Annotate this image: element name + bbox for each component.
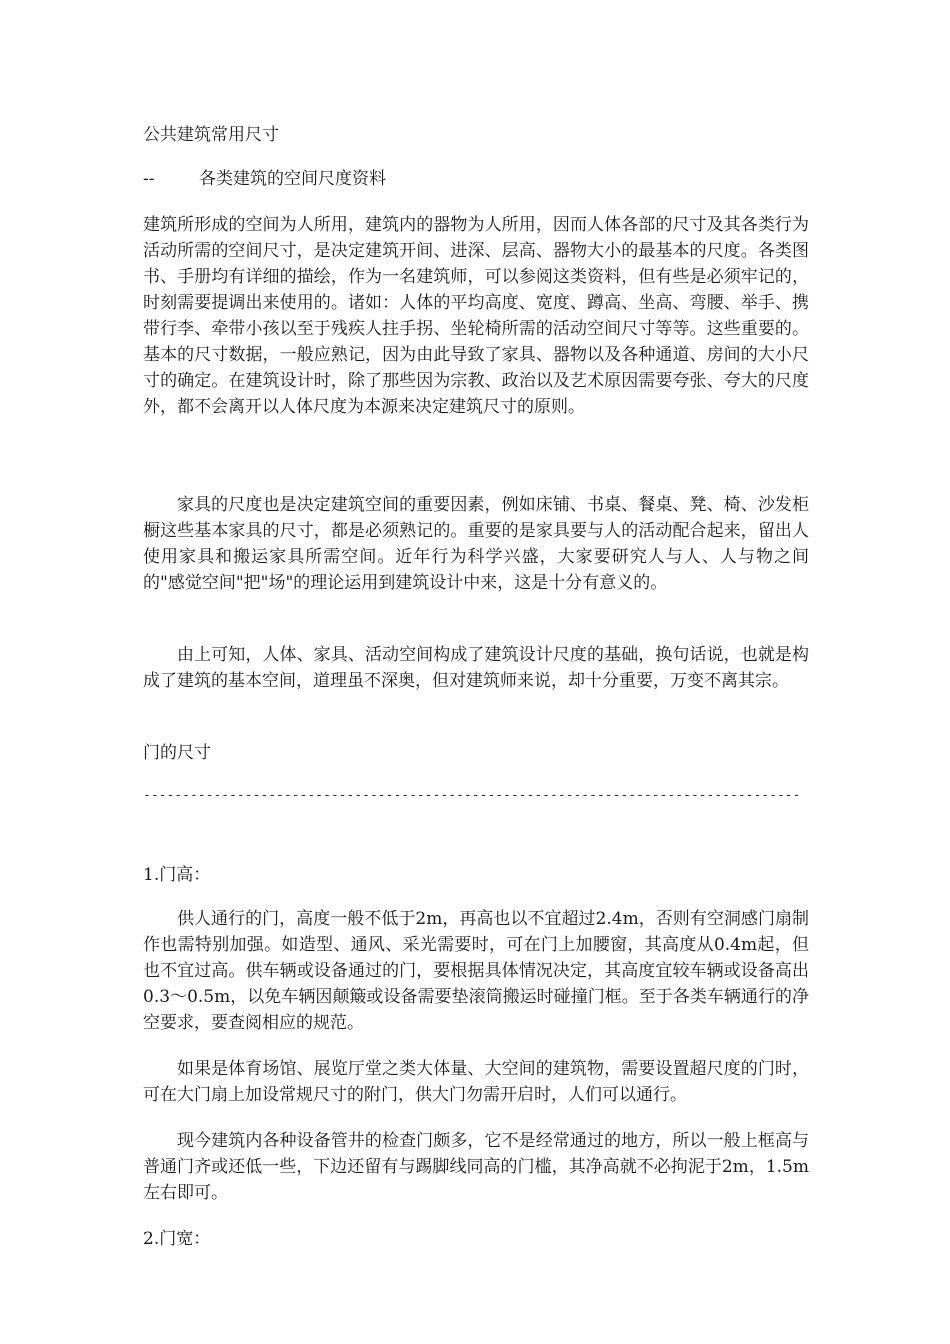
furniture-paragraph: 家具的尺度也是决定建筑空间的重要因素，例如床铺、书桌、餐桌、凳、椅、沙发柜橱这些基本家具的尺寸，都是必须熟记的。重要的是家具要与人的活动配合起来，留出人使用家具和搬运家具所需空间。近年行为科学兴盛，大家要研究人与人、人与物之间的"感觉空间"把"场"的理论运用到建筑设计中来，这是十分有意义的。 xyxy=(143,495,809,593)
document-page xyxy=(143,122,809,1252)
intro-paragraph: 建筑所形成的空间为人所用，建筑内的器物为人所用，因而人体各部的尺寸及其各类行为活动所需的空间尺寸，是决定建筑开间、进深、层高、器物大小的最基本的尺度。各类图书、手册均有详细的描绘，作为一名建筑师，可以参阅这类资料，但有些是必须牢记的，时刻需要提调出来使用的。诸如：人体的平均高度、宽度、蹲高、坐高、弯腰、举手、携带行李、牵带小孩以至于残疾人拄手拐、坐轮椅所需的活动空间尺寸等等。这些重要的。基本的尺寸数据，一般应熟记，因为由此导致了家具、器物以及各种通道、房间的大小尺寸的确定。在建筑设计时，除了那些因为宗教、政治以及艺术原因需要夸张、夸大的尺度外，都不会离开以人体尺度为本源来决定建筑尺寸的原则。 xyxy=(143,215,809,417)
door-height-paragraph-1: 供人通行的门，高度一般不低于2m，再高也以不宜超过2.4m，否则有空洞感门扇制作也需特别加强。如造型、通风、采光需要时，可在门上加腰窗，其高度从0.4m起，但也不宜过高。供车辆或设备通过的门，要根据具体情况决定，其高度宜较车辆或设备高出0.3～0.5m，以免车辆因颠簸或设备需要垫滚筒搬运时碰撞门框。至于各类车辆通行的净空要求，要查阅相应的规范。 xyxy=(143,909,809,1033)
door-height-paragraph-3: 现今建筑内各种设备管井的检查门颇多，它不是经常通过的地方，所以一般上框高与普通门齐或还低一些，下边还留有与踢脚线同高的门槛，其净高就不必拘泥于2m，1.5m左右即可。 xyxy=(143,1131,809,1203)
document-subtitle xyxy=(143,166,809,192)
document-title: 公共建筑常用尺寸 xyxy=(143,125,279,145)
subtitle-text: 各类建筑的空间尺度资料 xyxy=(199,169,386,189)
door-size-heading: 门的尺寸 xyxy=(143,743,211,763)
summary-paragraph: 由上可知，人体、家具、活动空间构成了建筑设计尺度的基础，换句话说，也就是构成了建筑的基本空间，道理虽不深奥，但对建筑师来说，却十分重要，万变不离其宗。 xyxy=(143,645,809,691)
door-height-heading: 1.门高： xyxy=(143,865,211,885)
divider-rule: ------------------------------------------------------------------------------------ xyxy=(143,788,801,803)
door-height-paragraph-2: 如果是体育场馆、展览厅堂之类大体量、大空间的建筑物，需要设置超尺度的门时，可在大门扇上加设常规尺寸的附门，供大门勿需开启时，人们可以通行。 xyxy=(143,1059,809,1105)
door-width-heading: 2.门宽： xyxy=(143,1229,211,1249)
subtitle-dash: -- xyxy=(143,169,155,189)
